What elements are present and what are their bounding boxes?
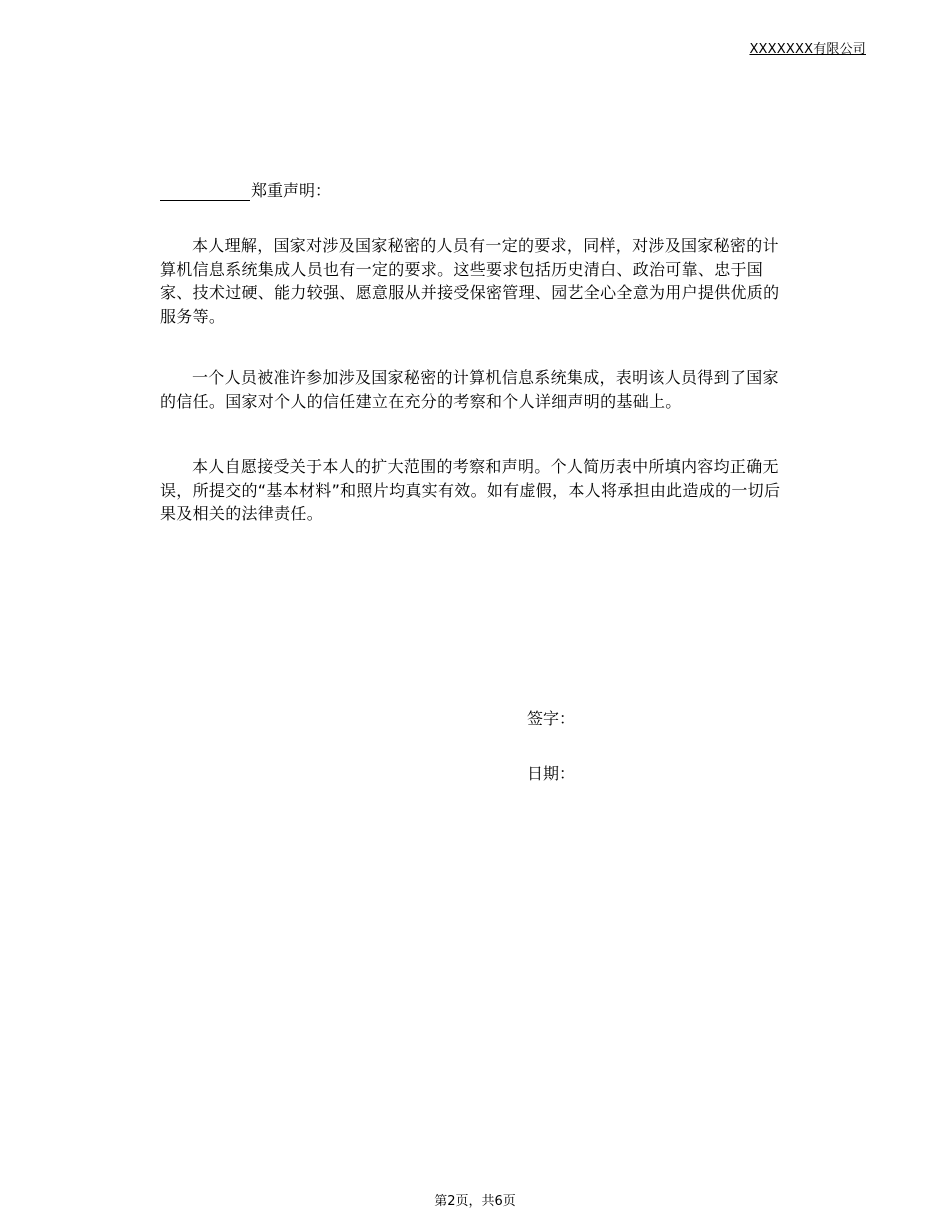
page-number: 第2页，共6页 xyxy=(434,1194,516,1209)
paragraph-2: 一个人员被准许参加涉及国家秘密的计算机信息系统集成，表明该人员得到了国家的信任。国家对个人的信任建立在充分的考察和个人详细声明的基础上。 xyxy=(160,368,779,411)
header-company-name: XXXXXXX有限公司 xyxy=(749,42,866,57)
paragraph-3: 本人自愿接受关于本人的扩大范围的考察和声明。个人简历表中所填内容均正确无误，所提交的“基本材料”和照片均真实有效。如有虚假，本人将承担由此造成的一切后果及相关的法律责任。 xyxy=(160,457,781,523)
date-label: 日期： xyxy=(527,764,576,783)
paragraph-1: 本人理解，国家对涉及国家秘密的人员有一定的要求，同样，对涉及国家秘密的计算机信息系统集成人员也有一定的要求。这些要求包括历史清白、政治可靠、忠于国家、技术过硬、能力较强、愿意服从并接受保密管理、园艺全心全意为用户提供优质的服务等。 xyxy=(160,236,780,326)
declaration-heading xyxy=(160,178,331,201)
signature-label: 签字： xyxy=(527,709,576,728)
declaration-title: 郑重声明： xyxy=(251,181,332,200)
name-blank-line xyxy=(160,182,250,201)
